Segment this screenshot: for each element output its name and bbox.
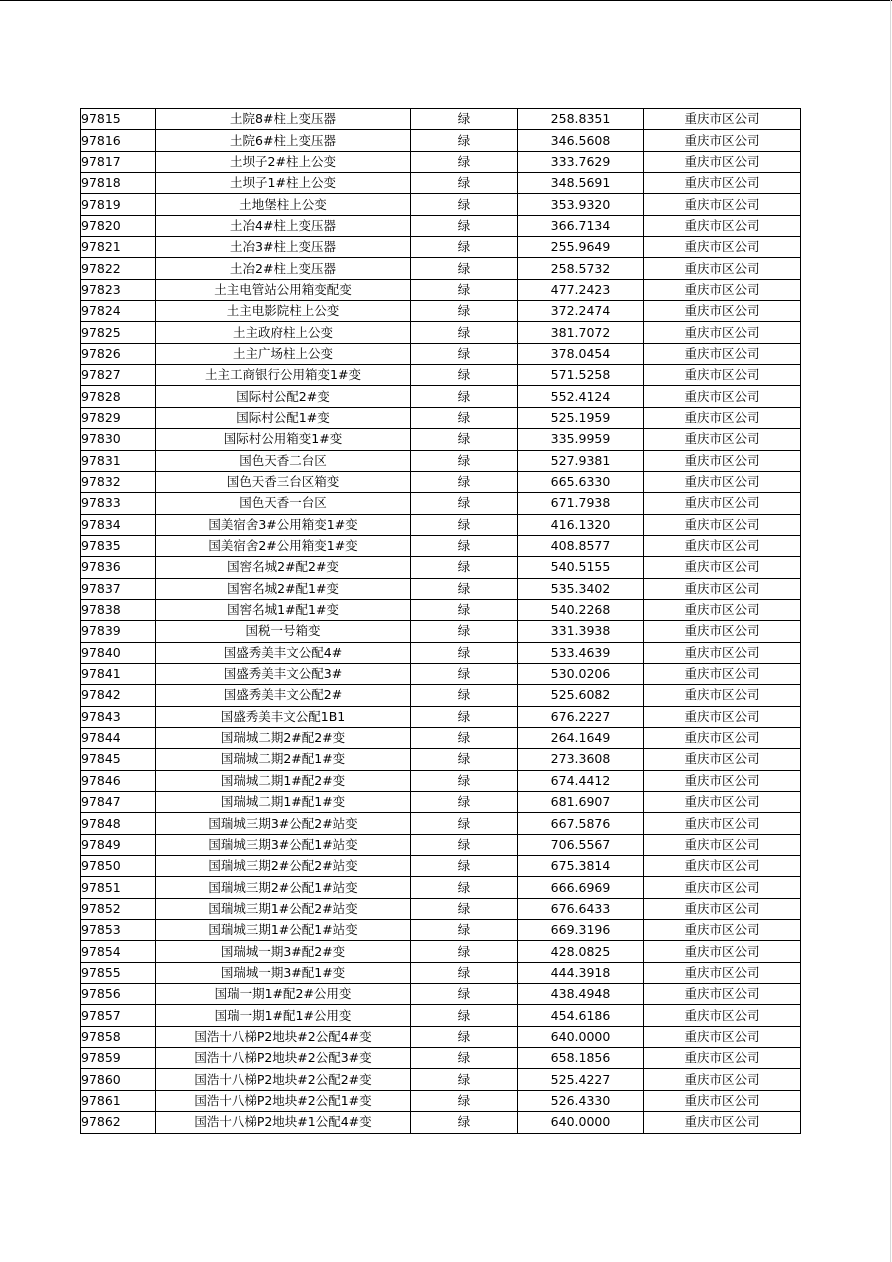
cell-color: 绿: [411, 429, 518, 450]
cell-id: 97846: [81, 770, 156, 791]
cell-value: 681.6907: [518, 792, 644, 813]
cell-color: 绿: [411, 279, 518, 300]
cell-company: 重庆市区公司: [644, 471, 801, 492]
cell-value: 658.1856: [518, 1048, 644, 1069]
table-row: [81, 642, 801, 663]
cell-value: 552.4124: [518, 386, 644, 407]
cell-company: 重庆市区公司: [644, 365, 801, 386]
cell-color: 绿: [411, 877, 518, 898]
cell-color: 绿: [411, 237, 518, 258]
cell-id: 97852: [81, 898, 156, 919]
cell-color: 绿: [411, 706, 518, 727]
cell-name: 土冶3#柱上变压器: [156, 237, 411, 258]
cell-company: 重庆市区公司: [644, 941, 801, 962]
cell-color: 绿: [411, 962, 518, 983]
cell-company: 重庆市区公司: [644, 1026, 801, 1047]
table-row: [81, 770, 801, 791]
cell-color: 绿: [411, 493, 518, 514]
table-row: [81, 514, 801, 535]
cell-value: 706.5567: [518, 834, 644, 855]
cell-value: 669.3196: [518, 920, 644, 941]
table-row: [81, 407, 801, 428]
cell-name: 国浩十八梯P2地块#2公配3#变: [156, 1048, 411, 1069]
cell-id: 97855: [81, 962, 156, 983]
cell-company: 重庆市区公司: [644, 749, 801, 770]
cell-color: 绿: [411, 792, 518, 813]
cell-value: 335.9959: [518, 429, 644, 450]
cell-company: 重庆市区公司: [644, 706, 801, 727]
cell-value: 477.2423: [518, 279, 644, 300]
cell-company: 重庆市区公司: [644, 514, 801, 535]
cell-value: 366.7134: [518, 215, 644, 236]
cell-value: 378.0454: [518, 343, 644, 364]
cell-color: 绿: [411, 813, 518, 834]
cell-name: 国际村公配1#变: [156, 407, 411, 428]
cell-id: 97862: [81, 1112, 156, 1133]
cell-company: 重庆市区公司: [644, 727, 801, 748]
cell-color: 绿: [411, 1026, 518, 1047]
table-row: [81, 1026, 801, 1047]
table-row: [81, 130, 801, 151]
cell-company: 重庆市区公司: [644, 237, 801, 258]
cell-value: 372.2474: [518, 301, 644, 322]
table-row: [81, 386, 801, 407]
cell-id: 97851: [81, 877, 156, 898]
cell-name: 国瑞一期1#配1#公用变: [156, 1005, 411, 1026]
table-row: [81, 237, 801, 258]
cell-company: 重庆市区公司: [644, 1090, 801, 1111]
cell-color: 绿: [411, 770, 518, 791]
cell-color: 绿: [411, 535, 518, 556]
table-row: [81, 215, 801, 236]
cell-value: 454.6186: [518, 1005, 644, 1026]
cell-name: 国美宿舍2#公用箱变1#变: [156, 535, 411, 556]
cell-company: 重庆市区公司: [644, 279, 801, 300]
table-row: [81, 834, 801, 855]
cell-color: 绿: [411, 1069, 518, 1090]
cell-color: 绿: [411, 322, 518, 343]
cell-value: 333.7629: [518, 151, 644, 172]
cell-name: 国窖名城1#配1#变: [156, 599, 411, 620]
cell-value: 444.3918: [518, 962, 644, 983]
cell-company: 重庆市区公司: [644, 834, 801, 855]
cell-value: 667.5876: [518, 813, 644, 834]
cell-company: 重庆市区公司: [644, 194, 801, 215]
cell-name: 国浩十八梯P2地块#1公配4#变: [156, 1112, 411, 1133]
table-row: [81, 1112, 801, 1133]
cell-value: 525.4227: [518, 1069, 644, 1090]
cell-id: 97860: [81, 1069, 156, 1090]
cell-name: 国盛秀美丰文公配2#: [156, 685, 411, 706]
cell-name: 国际村公用箱变1#变: [156, 429, 411, 450]
cell-color: 绿: [411, 151, 518, 172]
cell-company: 重庆市区公司: [644, 813, 801, 834]
cell-company: 重庆市区公司: [644, 1048, 801, 1069]
table-row: [81, 1048, 801, 1069]
cell-color: 绿: [411, 386, 518, 407]
table-row: [81, 450, 801, 471]
cell-name: 土主广场柱上公变: [156, 343, 411, 364]
table-row: [81, 984, 801, 1005]
cell-name: 国盛秀美丰文公配1B1: [156, 706, 411, 727]
cell-company: 重庆市区公司: [644, 151, 801, 172]
page-right-edge: [890, 0, 891, 1262]
cell-value: 438.4948: [518, 984, 644, 1005]
transformer-table: [80, 108, 801, 1134]
cell-company: 重庆市区公司: [644, 343, 801, 364]
cell-value: 666.6969: [518, 877, 644, 898]
cell-value: 533.4639: [518, 642, 644, 663]
cell-id: 97832: [81, 471, 156, 492]
cell-name: 土院8#柱上变压器: [156, 109, 411, 130]
cell-value: 676.6433: [518, 898, 644, 919]
cell-value: 381.7072: [518, 322, 644, 343]
cell-id: 97858: [81, 1026, 156, 1047]
cell-id: 97833: [81, 493, 156, 514]
cell-value: 526.4330: [518, 1090, 644, 1111]
cell-id: 97815: [81, 109, 156, 130]
cell-company: 重庆市区公司: [644, 856, 801, 877]
cell-value: 264.1649: [518, 727, 644, 748]
cell-id: 97840: [81, 642, 156, 663]
cell-company: 重庆市区公司: [644, 770, 801, 791]
cell-color: 绿: [411, 343, 518, 364]
cell-name: 国瑞城三期1#公配1#站变: [156, 920, 411, 941]
table-row: [81, 557, 801, 578]
cell-company: 重庆市区公司: [644, 599, 801, 620]
cell-id: 97829: [81, 407, 156, 428]
cell-id: 97842: [81, 685, 156, 706]
cell-id: 97859: [81, 1048, 156, 1069]
cell-color: 绿: [411, 407, 518, 428]
cell-company: 重庆市区公司: [644, 578, 801, 599]
table-row: [81, 813, 801, 834]
cell-color: 绿: [411, 663, 518, 684]
table-row: [81, 663, 801, 684]
cell-name: 国瑞城二期1#配2#变: [156, 770, 411, 791]
table-row: [81, 1069, 801, 1090]
cell-id: 97839: [81, 621, 156, 642]
cell-value: 273.3608: [518, 749, 644, 770]
cell-color: 绿: [411, 834, 518, 855]
cell-id: 97836: [81, 557, 156, 578]
table-row: [81, 173, 801, 194]
table-row: [81, 685, 801, 706]
table-row: [81, 194, 801, 215]
table-row: [81, 535, 801, 556]
cell-value: 640.0000: [518, 1112, 644, 1133]
cell-id: 97818: [81, 173, 156, 194]
cell-company: 重庆市区公司: [644, 301, 801, 322]
cell-value: 353.9320: [518, 194, 644, 215]
table-row: [81, 621, 801, 642]
cell-name: 土主政府柱上公变: [156, 322, 411, 343]
table-row: [81, 727, 801, 748]
table-row: [81, 1090, 801, 1111]
cell-color: 绿: [411, 365, 518, 386]
cell-id: 97827: [81, 365, 156, 386]
cell-id: 97861: [81, 1090, 156, 1111]
cell-company: 重庆市区公司: [644, 685, 801, 706]
cell-color: 绿: [411, 514, 518, 535]
cell-id: 97848: [81, 813, 156, 834]
table-row: [81, 1005, 801, 1026]
cell-value: 416.1320: [518, 514, 644, 535]
cell-name: 国色天香二台区: [156, 450, 411, 471]
cell-name: 国浩十八梯P2地块#2公配4#变: [156, 1026, 411, 1047]
cell-id: 97838: [81, 599, 156, 620]
cell-color: 绿: [411, 258, 518, 279]
cell-name: 国际村公配2#变: [156, 386, 411, 407]
cell-name: 土坝子1#柱上公变: [156, 173, 411, 194]
cell-name: 土主工商银行公用箱变1#变: [156, 365, 411, 386]
table-row: [81, 578, 801, 599]
cell-name: 国瑞城二期2#配1#变: [156, 749, 411, 770]
table-row: [81, 365, 801, 386]
cell-company: 重庆市区公司: [644, 1069, 801, 1090]
cell-id: 97820: [81, 215, 156, 236]
cell-company: 重庆市区公司: [644, 621, 801, 642]
cell-name: 国瑞城三期2#公配1#站变: [156, 877, 411, 898]
cell-name: 国美宿舍3#公用箱变1#变: [156, 514, 411, 535]
cell-id: 97845: [81, 749, 156, 770]
cell-color: 绿: [411, 557, 518, 578]
cell-company: 重庆市区公司: [644, 877, 801, 898]
cell-company: 重庆市区公司: [644, 493, 801, 514]
cell-name: 土院6#柱上变压器: [156, 130, 411, 151]
cell-name: 国瑞城一期3#配2#变: [156, 941, 411, 962]
cell-company: 重庆市区公司: [644, 962, 801, 983]
cell-company: 重庆市区公司: [644, 984, 801, 1005]
cell-color: 绿: [411, 109, 518, 130]
cell-id: 97843: [81, 706, 156, 727]
cell-name: 土主电影院柱上公变: [156, 301, 411, 322]
cell-value: 571.5258: [518, 365, 644, 386]
cell-id: 97849: [81, 834, 156, 855]
cell-color: 绿: [411, 1090, 518, 1111]
cell-company: 重庆市区公司: [644, 450, 801, 471]
table-row: [81, 941, 801, 962]
cell-name: 土冶4#柱上变压器: [156, 215, 411, 236]
cell-color: 绿: [411, 450, 518, 471]
cell-value: 540.2268: [518, 599, 644, 620]
table-row: [81, 258, 801, 279]
cell-id: 97824: [81, 301, 156, 322]
cell-name: 国瑞城二期2#配2#变: [156, 727, 411, 748]
cell-id: 97830: [81, 429, 156, 450]
table-row: [81, 301, 801, 322]
cell-id: 97850: [81, 856, 156, 877]
cell-value: 348.5691: [518, 173, 644, 194]
cell-name: 土主电管站公用箱变配变: [156, 279, 411, 300]
cell-value: 428.0825: [518, 941, 644, 962]
cell-company: 重庆市区公司: [644, 322, 801, 343]
cell-company: 重庆市区公司: [644, 1112, 801, 1133]
cell-company: 重庆市区公司: [644, 920, 801, 941]
cell-value: 258.5732: [518, 258, 644, 279]
cell-name: 国窖名城2#配2#变: [156, 557, 411, 578]
cell-color: 绿: [411, 578, 518, 599]
table-row: [81, 962, 801, 983]
cell-color: 绿: [411, 1112, 518, 1133]
cell-value: 255.9649: [518, 237, 644, 258]
table-row: [81, 471, 801, 492]
cell-name: 国瑞城三期1#公配2#站变: [156, 898, 411, 919]
cell-company: 重庆市区公司: [644, 557, 801, 578]
cell-name: 国瑞一期1#配2#公用变: [156, 984, 411, 1005]
cell-name: 国浩十八梯P2地块#2公配1#变: [156, 1090, 411, 1111]
cell-value: 527.9381: [518, 450, 644, 471]
cell-company: 重庆市区公司: [644, 663, 801, 684]
cell-id: 97828: [81, 386, 156, 407]
table-row: [81, 493, 801, 514]
cell-company: 重庆市区公司: [644, 792, 801, 813]
table-row: [81, 343, 801, 364]
cell-color: 绿: [411, 194, 518, 215]
cell-company: 重庆市区公司: [644, 407, 801, 428]
cell-value: 640.0000: [518, 1026, 644, 1047]
cell-id: 97835: [81, 535, 156, 556]
cell-id: 97837: [81, 578, 156, 599]
cell-id: 97819: [81, 194, 156, 215]
cell-id: 97857: [81, 1005, 156, 1026]
cell-company: 重庆市区公司: [644, 642, 801, 663]
cell-id: 97823: [81, 279, 156, 300]
cell-color: 绿: [411, 920, 518, 941]
cell-company: 重庆市区公司: [644, 898, 801, 919]
cell-color: 绿: [411, 856, 518, 877]
cell-color: 绿: [411, 599, 518, 620]
cell-name: 国浩十八梯P2地块#2公配2#变: [156, 1069, 411, 1090]
cell-color: 绿: [411, 898, 518, 919]
cell-value: 676.2227: [518, 706, 644, 727]
cell-name: 土冶2#柱上变压器: [156, 258, 411, 279]
cell-color: 绿: [411, 642, 518, 663]
cell-name: 国税一号箱变: [156, 621, 411, 642]
cell-color: 绿: [411, 941, 518, 962]
cell-company: 重庆市区公司: [644, 429, 801, 450]
page-top-border: [0, 0, 892, 1]
cell-company: 重庆市区公司: [644, 386, 801, 407]
cell-value: 258.8351: [518, 109, 644, 130]
cell-value: 530.0206: [518, 663, 644, 684]
table-body: [81, 109, 801, 1134]
cell-color: 绿: [411, 301, 518, 322]
cell-value: 665.6330: [518, 471, 644, 492]
cell-company: 重庆市区公司: [644, 1005, 801, 1026]
cell-id: 97822: [81, 258, 156, 279]
cell-color: 绿: [411, 130, 518, 151]
cell-color: 绿: [411, 727, 518, 748]
cell-id: 97826: [81, 343, 156, 364]
cell-id: 97854: [81, 941, 156, 962]
cell-company: 重庆市区公司: [644, 215, 801, 236]
cell-id: 97847: [81, 792, 156, 813]
cell-company: 重庆市区公司: [644, 535, 801, 556]
cell-id: 97856: [81, 984, 156, 1005]
cell-value: 675.3814: [518, 856, 644, 877]
cell-name: 国瑞城三期2#公配2#站变: [156, 856, 411, 877]
cell-value: 331.3938: [518, 621, 644, 642]
cell-name: 国色天香一台区: [156, 493, 411, 514]
table-row: [81, 429, 801, 450]
cell-value: 525.6082: [518, 685, 644, 706]
cell-name: 国瑞城一期3#配1#变: [156, 962, 411, 983]
cell-id: 97821: [81, 237, 156, 258]
cell-id: 97853: [81, 920, 156, 941]
cell-name: 国色天香三台区箱变: [156, 471, 411, 492]
cell-id: 97831: [81, 450, 156, 471]
cell-value: 535.3402: [518, 578, 644, 599]
cell-company: 重庆市区公司: [644, 173, 801, 194]
cell-value: 540.5155: [518, 557, 644, 578]
cell-color: 绿: [411, 173, 518, 194]
cell-color: 绿: [411, 984, 518, 1005]
table-row: [81, 322, 801, 343]
table-row: [81, 856, 801, 877]
cell-color: 绿: [411, 471, 518, 492]
cell-color: 绿: [411, 685, 518, 706]
cell-value: 525.1959: [518, 407, 644, 428]
cell-id: 97844: [81, 727, 156, 748]
cell-color: 绿: [411, 1005, 518, 1026]
cell-id: 97834: [81, 514, 156, 535]
table-row: [81, 920, 801, 941]
cell-color: 绿: [411, 215, 518, 236]
table-row: [81, 706, 801, 727]
cell-id: 97825: [81, 322, 156, 343]
cell-id: 97841: [81, 663, 156, 684]
cell-color: 绿: [411, 749, 518, 770]
cell-name: 土坝子2#柱上公变: [156, 151, 411, 172]
cell-name: 土地堡柱上公变: [156, 194, 411, 215]
cell-value: 346.5608: [518, 130, 644, 151]
cell-name: 国盛秀美丰文公配3#: [156, 663, 411, 684]
table-row: [81, 792, 801, 813]
cell-company: 重庆市区公司: [644, 258, 801, 279]
cell-company: 重庆市区公司: [644, 109, 801, 130]
cell-value: 674.4412: [518, 770, 644, 791]
table-row: [81, 898, 801, 919]
cell-company: 重庆市区公司: [644, 130, 801, 151]
table-row: [81, 109, 801, 130]
table-row: [81, 599, 801, 620]
cell-color: 绿: [411, 621, 518, 642]
cell-name: 国盛秀美丰文公配4#: [156, 642, 411, 663]
cell-id: 97816: [81, 130, 156, 151]
table-row: [81, 279, 801, 300]
cell-name: 国瑞城三期3#公配1#站变: [156, 834, 411, 855]
cell-value: 408.8577: [518, 535, 644, 556]
cell-name: 国瑞城三期3#公配2#站变: [156, 813, 411, 834]
cell-value: 671.7938: [518, 493, 644, 514]
table-row: [81, 151, 801, 172]
cell-name: 国窖名城2#配1#变: [156, 578, 411, 599]
cell-id: 97817: [81, 151, 156, 172]
cell-name: 国瑞城二期1#配1#变: [156, 792, 411, 813]
cell-color: 绿: [411, 1048, 518, 1069]
table-row: [81, 877, 801, 898]
table-row: [81, 749, 801, 770]
